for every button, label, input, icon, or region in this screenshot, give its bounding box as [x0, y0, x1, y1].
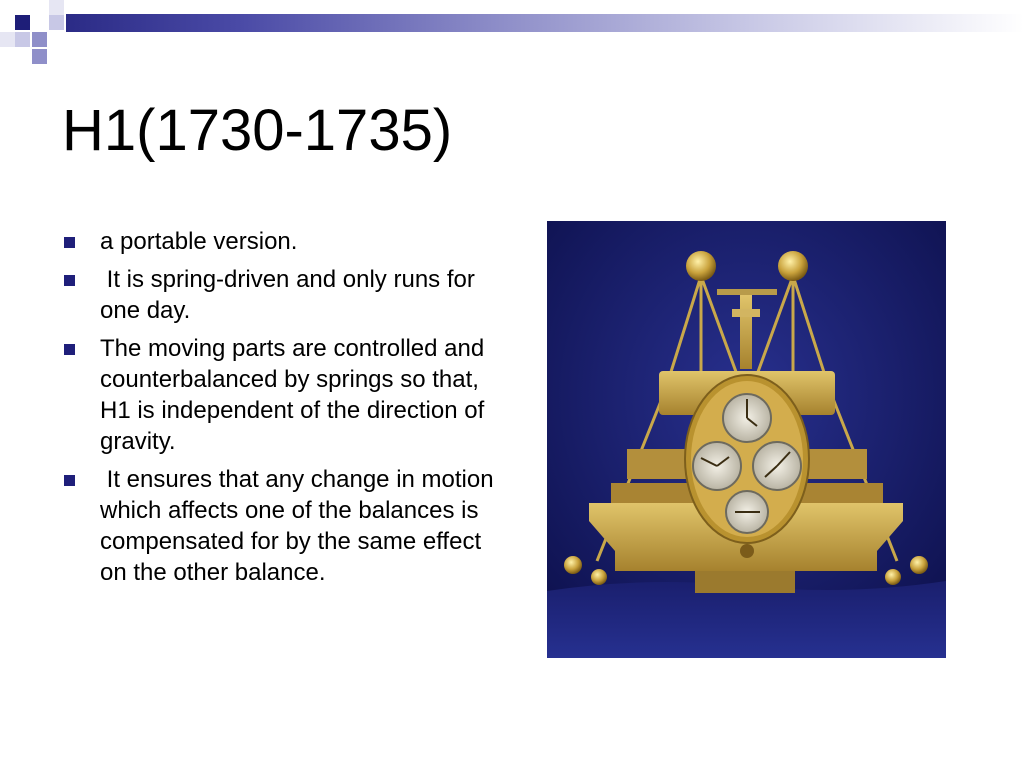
bullet-item	[62, 464, 502, 588]
banner-square	[15, 15, 30, 30]
bullet-item	[62, 226, 502, 257]
banner-square	[32, 49, 47, 64]
bullet-text: The moving parts are controlled and counterbalanced by springs so that, H1 is independent of the direction of gravity.	[100, 335, 491, 455]
bullet-item	[62, 264, 502, 326]
banner-square	[49, 0, 64, 15]
square-bullet-icon	[64, 475, 75, 486]
bullet-list	[62, 226, 502, 595]
banner-gradient-bar	[66, 14, 1024, 32]
banner-square	[0, 32, 15, 47]
square-bullet-icon	[64, 344, 75, 355]
banner-square	[49, 15, 64, 30]
h1-chronometer-photo	[547, 221, 946, 658]
slide-title: H1(1730-1735)	[62, 98, 453, 163]
bullet-text: a portable version.	[100, 228, 298, 255]
bullet-text: It ensures that any change in motion which affects one of the balances is compensated for by the same effect on the other balance.	[100, 466, 501, 586]
bullet-item	[62, 333, 502, 457]
bullet-text: It is spring-driven and only runs for one day.	[100, 266, 482, 324]
banner-square	[32, 32, 47, 47]
banner-square	[15, 32, 30, 47]
square-bullet-icon	[64, 275, 75, 286]
title-banner-decoration	[0, 0, 1024, 62]
square-bullet-icon	[64, 237, 75, 248]
